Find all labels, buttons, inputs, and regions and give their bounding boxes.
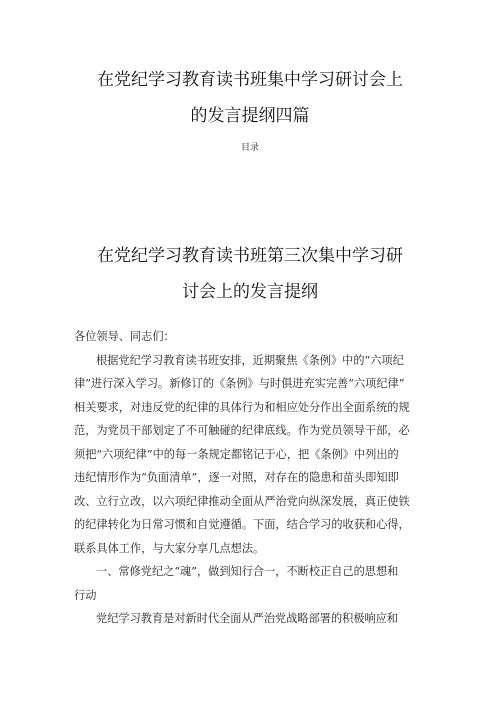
document-title-line-2: 的发言提纲四篇 (190, 106, 310, 126)
paragraph-1-line: 的纪律转化为日常习惯和自觉遵循。下面，结合学习的收获和心得， (74, 518, 410, 531)
paragraph-1-line: 违纪情形作为“负面清单”，逐一对照，对存在的隐患和苗头即知即 (74, 471, 399, 484)
heading-1-line: 一、常修党纪之“魂”，做到知行合一，不断校正自己的思想和 (96, 565, 399, 578)
section-title-line-1: 在党纪学习教育读书班第三次集中学习研 (97, 246, 403, 266)
paragraph-1-line: 须把“六项纪律”中的每一条规定都铭记于心，把《条例》中列出的 (74, 447, 399, 461)
paragraph-1-line: 相关要求，对违反党的纪律的具体行为和相应处分作出全面系统的规 (74, 400, 410, 414)
paragraph-1-line: 联系具体工作，与大家分享几点想法。 (74, 541, 265, 555)
document-title-line-1: 在党纪学习教育读书班集中学习研讨会上 (97, 70, 403, 90)
paragraph-1-line: 改、立行立改，以六项纪律推动全面从严治党向纵深发展，真正使铁 (74, 494, 410, 508)
section-title-line-2: 讨会上的发言提纲 (182, 282, 318, 302)
paragraph-2-line: 党纪学习教育是对新时代全面从严治党战略部署的积极响应和 (96, 612, 399, 625)
toc-label: 目录 (240, 143, 259, 153)
paragraph-1-line: 律”进行深入学习。新修订的《条例》与时俱进充实完善“六项纪律” (74, 377, 405, 390)
paragraph-1-line: 根据党纪学习教育读书班安排，近期聚焦《条例》中的“六项纪 (96, 353, 404, 367)
body-text (74, 325, 434, 631)
paragraph-1-line: 范，为党员干部划定了不可触碰的纪律底线。作为党员领导干部，必 (74, 424, 410, 437)
salutation: 各位领导、同志们： (74, 330, 175, 343)
heading-1-line: 行动 (74, 588, 97, 602)
